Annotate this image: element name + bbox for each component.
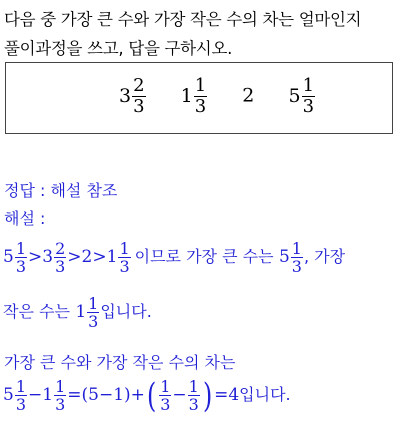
- question-line-2: 풀이과정을 쓰고, 답을 구하시오.: [4, 39, 233, 58]
- explain-label: 해설 :: [4, 209, 46, 228]
- question-line-1: 다음 중 가장 큰 수와 가장 작은 수의 차는 얼마인지: [4, 10, 362, 29]
- number-mixed-3-2-3: 3 $\frac{2}{3}$: [119, 75, 145, 117]
- number-mixed-5-1-3: 5 $\frac{1}{3}$: [288, 75, 315, 117]
- calculation-line: 5 $\frac{1}{3}$ −1 $\frac{1}{3}$ =(5−1)+( $\frac{1}{3}$ − $\frac{1}{3}$ ) =4입니다.: [3, 375, 291, 416]
- comparison-line: 5 $\frac{1}{3}$ >3 $\frac{2}{3}$ >2>1 $\frac{1}{3}$ 이므로 가장 큰 수는 5 $\frac{1}{3}$ , 가장: [3, 239, 346, 276]
- number-whole-2: 2: [242, 84, 255, 107]
- numbers-box-content: [119, 76, 316, 117]
- answer-label: 정답 : 해설 참조: [4, 181, 118, 200]
- smallest-line: 작은 수는 1 $\frac{1}{3}$ 입니다.: [3, 294, 152, 331]
- difference-sentence: 가장 큰 수와 가장 작은 수의 차는: [4, 353, 236, 372]
- number-mixed-1-1-3: 1 $\frac{1}{3}$: [180, 75, 207, 117]
